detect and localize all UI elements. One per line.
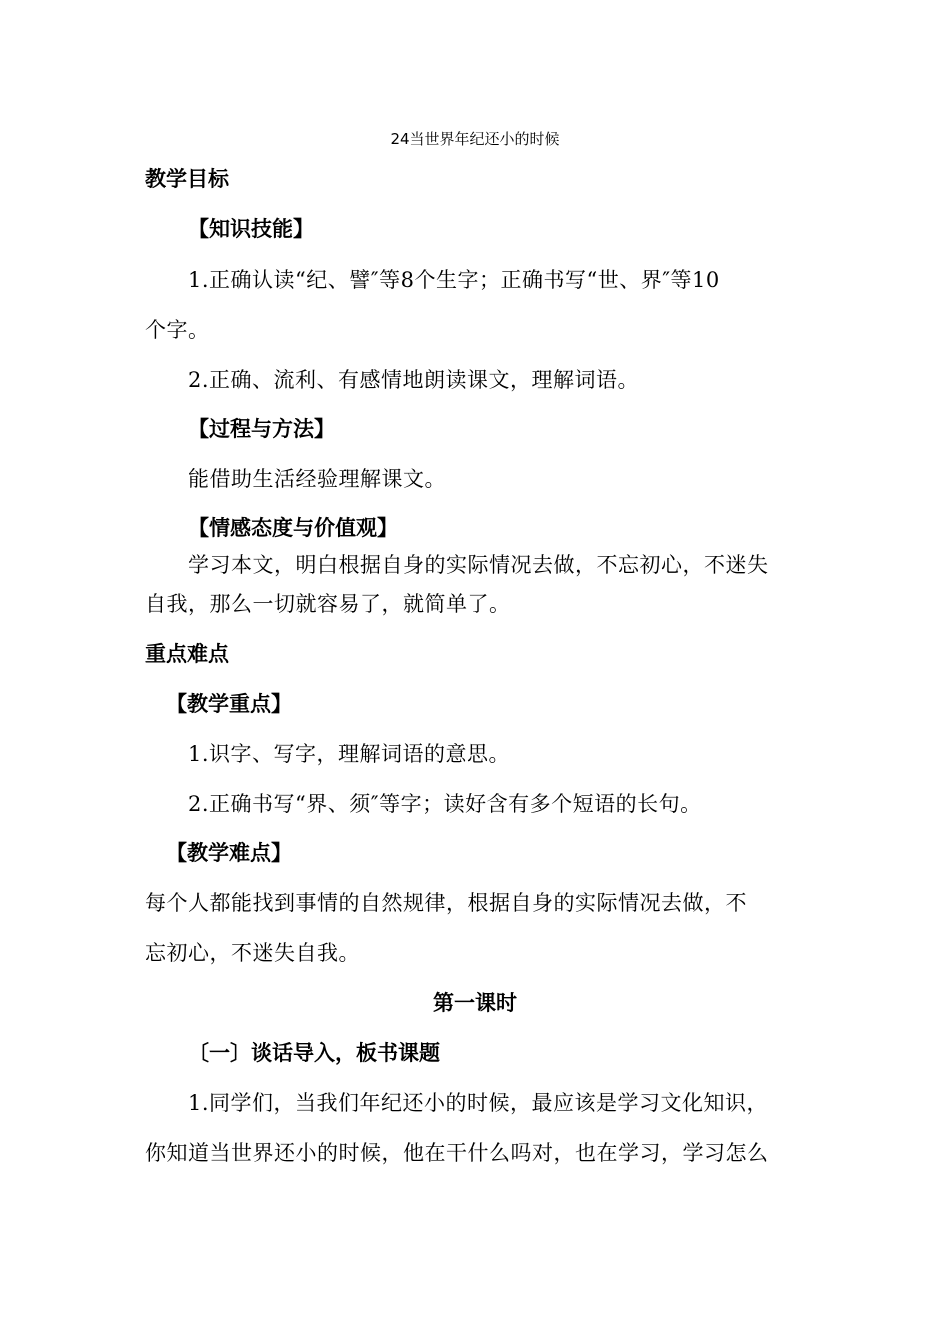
goals-heading: 教学目标	[145, 167, 229, 191]
process-heading: 【过程与方法】	[188, 417, 335, 441]
difficulty-line-1: 每个人都能找到事情的自然规律，根据自身的实际情况去做，不	[145, 891, 747, 915]
knowledge-heading: 【知识技能】	[188, 217, 314, 241]
key-item-2: 2.正确书写“界、须″等字；读好含有多个短语的长句。	[188, 792, 702, 816]
key-heading: 重点难点	[145, 642, 229, 666]
knowledge-item-1-line-2: 个字。	[145, 318, 210, 342]
difficulty-line-2: 忘初心，不迷失自我。	[145, 941, 360, 965]
key-points-heading: 【教学重点】	[166, 692, 292, 716]
knowledge-item-1-line-1: 1.正确认读“纪、譬″等8个生字；正确书写“世、界″等10	[188, 268, 720, 292]
emotion-line-2: 自我，那么一切就容易了，就简单了。	[145, 592, 511, 616]
process-text: 能借助生活经验理解课文。	[188, 467, 446, 491]
lesson-heading: 第一课时	[433, 991, 517, 1015]
difficulty-heading: 【教学难点】	[166, 841, 292, 865]
knowledge-item-2: 2.正确、流利、有感情地朗读课文，理解词语。	[188, 368, 640, 392]
step-1-heading: 〔一〕谈话导入，板书课题	[188, 1041, 440, 1065]
step-1-line-1: 1.同学们，当我们年纪还小的时候，最应该是学习文化知识，	[188, 1091, 769, 1115]
emotion-line-1: 学习本文，明白根据自身的实际情况去做，不忘初心，不迷失	[188, 553, 769, 577]
emotion-heading: 【情感态度与价值观】	[188, 516, 398, 540]
key-item-1: 1.识字、写字，理解词语的意思。	[188, 742, 511, 766]
step-1-line-2: 你知道当世界还小的时候，他在干什么吗对，也在学习，学习怎么	[145, 1141, 769, 1165]
document-title: 24当世界年纪还小的时候	[390, 130, 560, 148]
